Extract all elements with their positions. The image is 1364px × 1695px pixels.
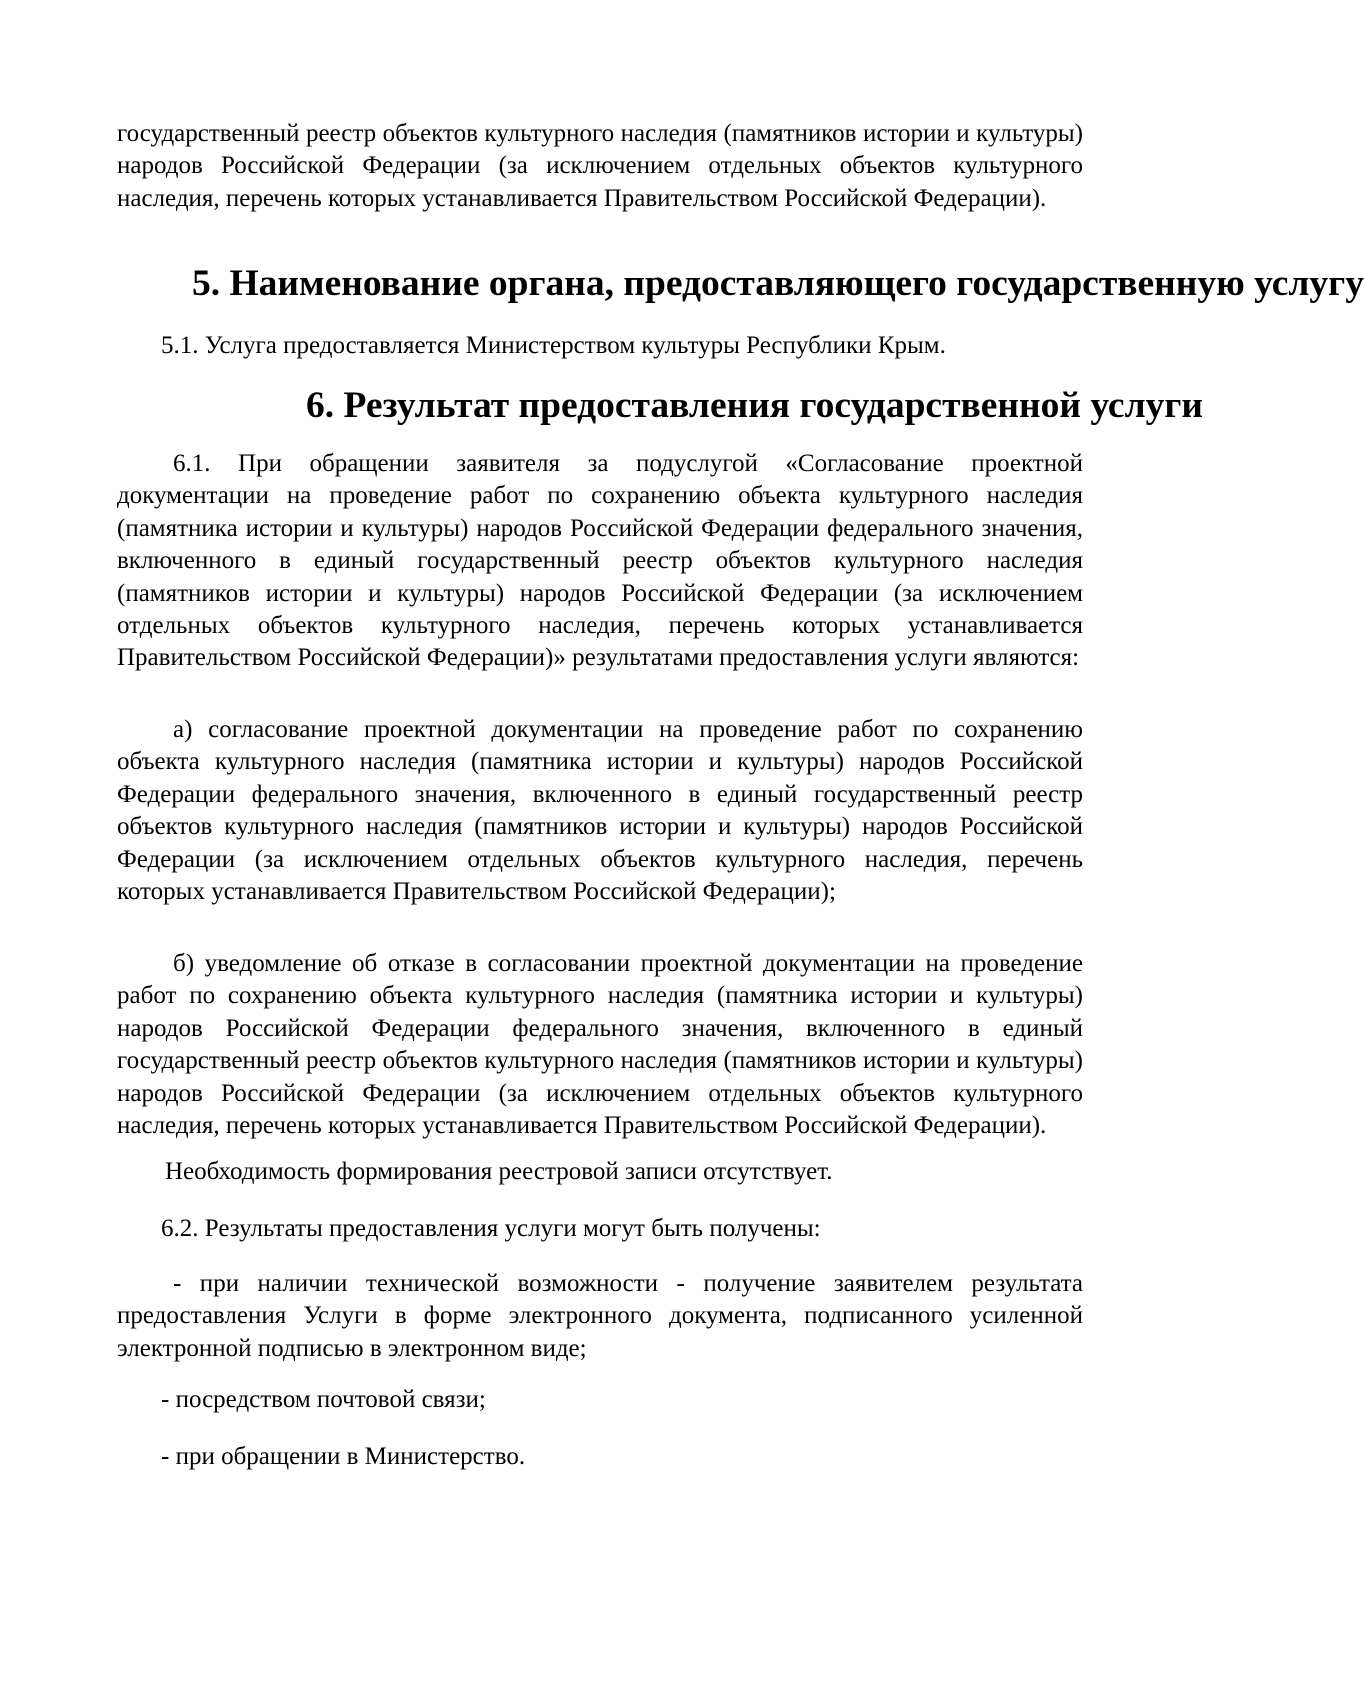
paragraph-6-1: 6.1. При обращении заявителя за подуслугой «Согласование проектной документации на проведение работ по сохранению объекта культурного наследия (памятника истории и культуры) народов Российской Федерации федерального значения, включенного в единый государственный реестр объектов культурного наследия (памятников истории и культуры) народов Российской Федерации (за исключением отдельных объектов культурного наследия, перечень которых устанавливается Правительством Российской Федерации)» результатами предоставления услуги являются: xyxy=(117,450,1083,672)
list-item-b: б) уведомление об отказе в согласовании проектной документации на проведение работ по сохранению объекта культурного наследия (памятника истории и культуры) народов Российской Федерации федерального значения, включенного в единый государственный реестр объектов культурного наследия (памятников истории и культуры) народов Российской Федерации (за исключением отдельных объектов культурного наследия, перечень которых устанавливается Правительством Российской Федерации). xyxy=(117,950,1083,1140)
method-electronic: - при наличии технической возможности - получение заявителем результата предоставления Услуги в форме электронного документа, подписанного усиленной электронной подписью в электронном виде; xyxy=(117,1270,1083,1362)
paragraph-5-1: 5.1. Услуга предоставляется Министерством культуры Республики Крым. xyxy=(161,332,946,359)
method-ministry: - при обращении в Министерство. xyxy=(161,1443,526,1470)
list-item-a: а) согласование проектной документации на проведение работ по сохранению объекта культурного наследия (памятника истории и культуры) народов Российской Федерации федерального значения, включенного в единый государственный реестр объектов культурного наследия (памятников истории и культуры) народов Российской Федерации (за исключением отдельных объектов культурного наследия, перечень которых устанавливается Правительством Российской Федерации); xyxy=(117,716,1083,906)
section-6-heading: 6. Результат предоставления государственной услуги xyxy=(306,385,1203,426)
registry-note: Необходимость формирования реестровой записи отсутствует. xyxy=(165,1158,833,1185)
intro-paragraph: государственный реестр объектов культурного наследия (памятников истории и культуры) народов Российской Федерации (за исключением отдельных объектов культурного наследия, перечень которых устанавливается Правительством Российской Федерации). xyxy=(117,120,1083,212)
paragraph-6-2: 6.2. Результаты предоставления услуги могут быть получены: xyxy=(161,1215,821,1242)
method-post: - посредством почтовой связи; xyxy=(161,1386,486,1413)
section-5-heading: 5. Наименование органа, предоставляющего государственную услугу xyxy=(192,263,1364,304)
